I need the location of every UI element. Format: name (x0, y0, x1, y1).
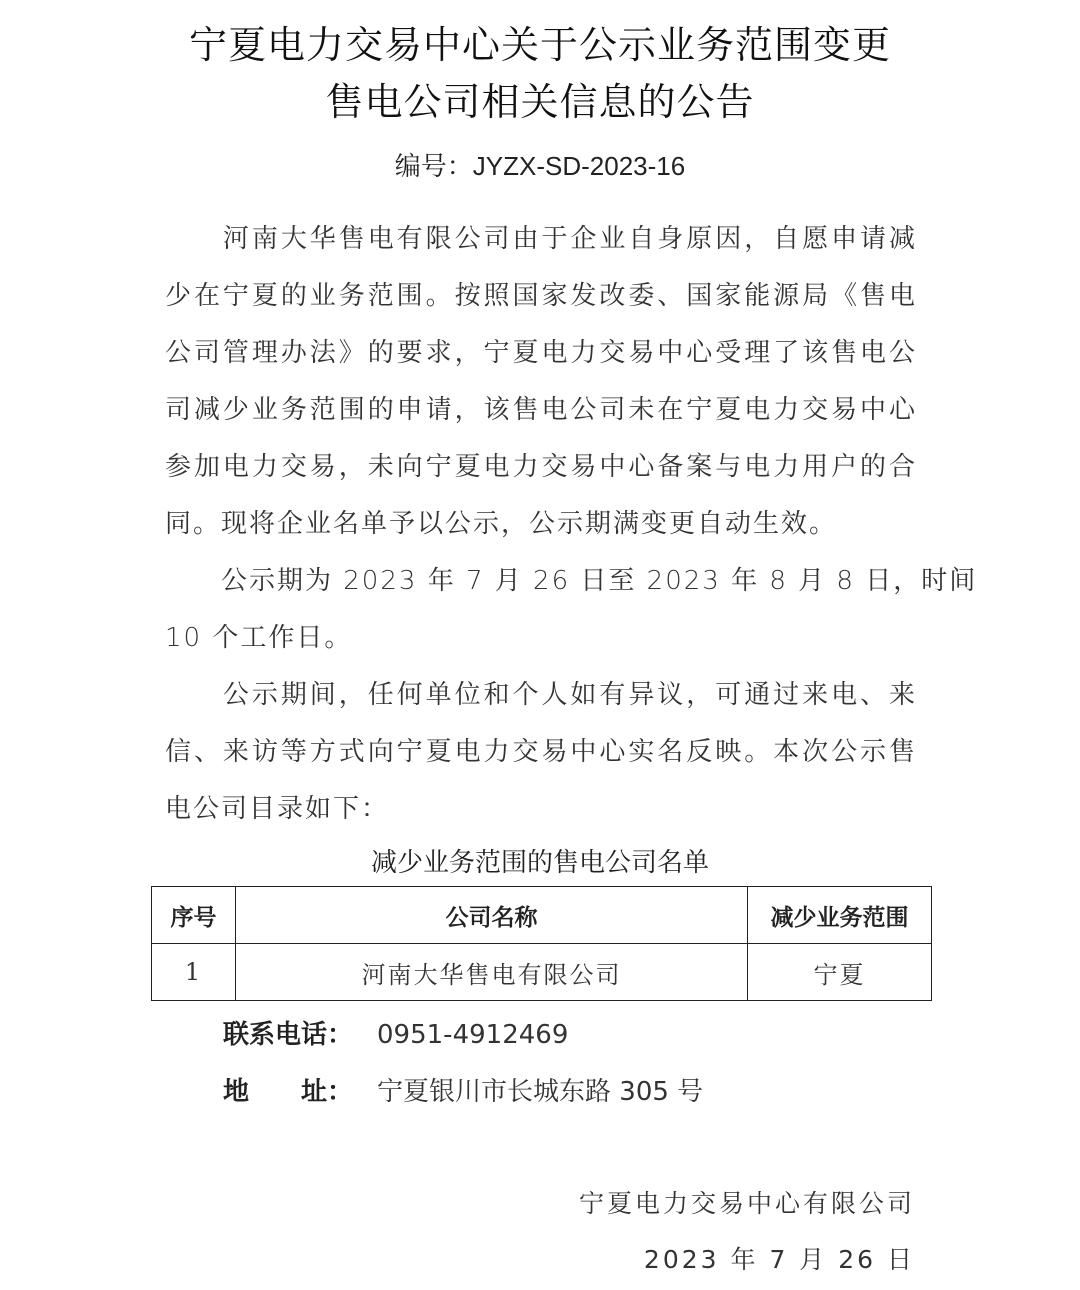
paragraph-1-line-4: 司减少业务范围的申请，该售电公司未在宁夏电力交易中心 (165, 395, 917, 425)
cell-company-name: 河南大华售电有限公司 (236, 944, 748, 1001)
document-number-label: 编号： (394, 152, 473, 182)
table-header-row (152, 887, 932, 944)
cell-reduced-scope: 宁夏 (748, 944, 932, 1001)
signature-date: 2023 年 7 月 26 日 (643, 1245, 915, 1274)
contact-address (223, 1071, 703, 1108)
contact-address-value: 宁夏银川市长城东路 305 号 (377, 1077, 704, 1107)
cell-serial-number: 1 (152, 944, 236, 1001)
document-title-line-1: 宁夏电力交易中心关于公示业务范围变更 (188, 23, 891, 67)
paragraph-3-line-1: 公示期间，任何单位和个人如有异议，可通过来电、来 (165, 680, 917, 710)
header-company-name: 公司名称 (236, 887, 748, 944)
paragraph-1-line-1: 河南大华售电有限公司由于企业自身原因，自愿申请减 (165, 224, 917, 254)
contact-phone (223, 1014, 568, 1051)
header-serial-number: 序号 (152, 887, 236, 944)
document-title-line-2: 售电公司相关信息的公告 (325, 80, 755, 124)
table-row (152, 944, 932, 1001)
paragraph-3-line-2: 信、来访等方式向宁夏电力交易中心实名反映。本次公示售 (165, 737, 917, 767)
signature-organization: 宁夏电力交易中心有限公司 (578, 1189, 915, 1218)
document-number (0, 146, 1080, 183)
paragraph-2-line-2: 10 个工作日。 (165, 623, 353, 653)
contact-phone-label: 联系电话： (223, 1020, 354, 1050)
table-caption: 减少业务范围的售电公司名单 (370, 848, 709, 878)
paragraph-1-line-2: 少在宁夏的业务范围。按照国家发改委、国家能源局《售电 (165, 281, 917, 311)
paragraph-3-line-3: 电公司目录如下： (165, 794, 390, 824)
document-number-value: JYZX-SD-2023-16 (472, 151, 686, 181)
paragraph-2-line-1: 公示期为 2023 年 7 月 26 日至 2023 年 8 月 8 日，时间 (165, 566, 978, 596)
paragraph-1-line-3: 公司管理办法》的要求，宁夏电力交易中心受理了该售电公 (165, 338, 917, 368)
company-list-table (151, 886, 932, 1001)
paragraph-1-line-5: 参加电力交易，未向宁夏电力交易中心备案与电力用户的合 (165, 452, 917, 482)
header-reduced-scope: 减少业务范围 (748, 887, 932, 944)
contact-phone-value: 0951-4912469 (377, 1020, 569, 1050)
contact-address-label: 地 址： (223, 1077, 354, 1107)
paragraph-1-line-6: 同。现将企业名单予以公示，公示期满变更自动生效。 (165, 509, 838, 539)
